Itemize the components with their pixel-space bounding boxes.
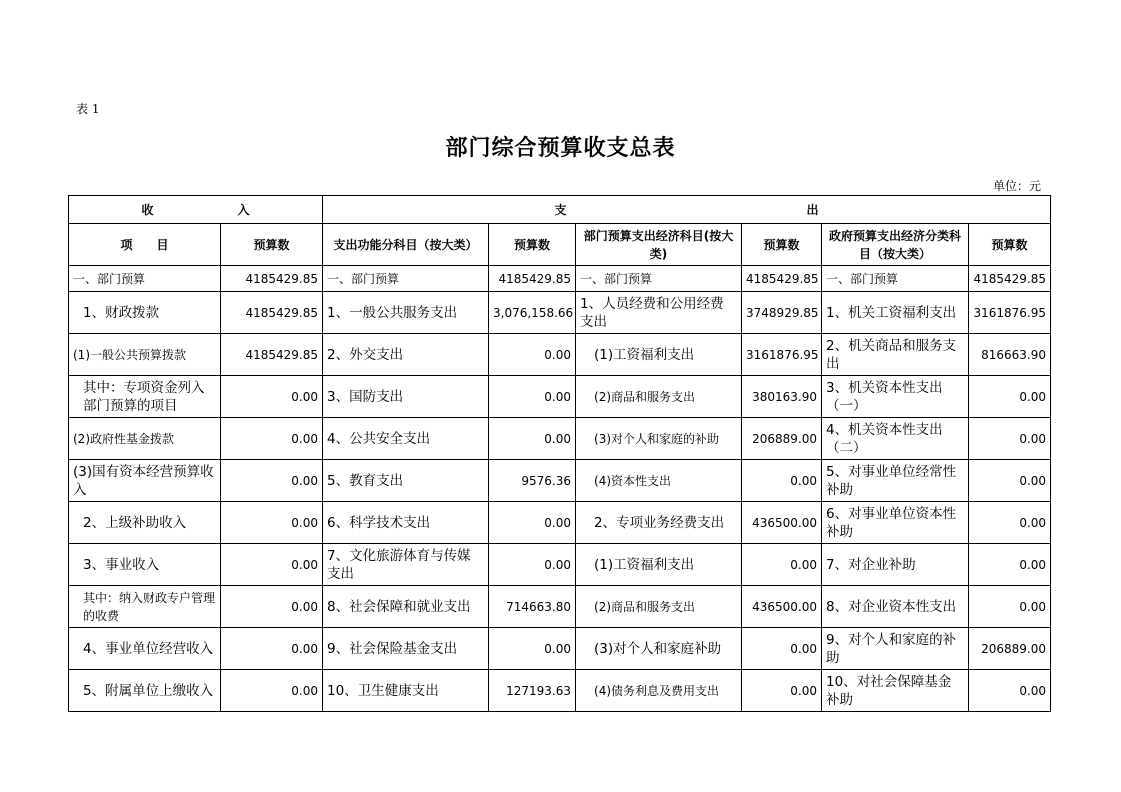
group-header-row — [69, 196, 1051, 224]
gov-economic-item: 7、对企业补助 — [822, 544, 969, 586]
function-item: 1、一般公共服务支出 — [323, 292, 489, 334]
income-amount: 4185429.85 — [221, 292, 323, 334]
function-amount: 9576.36 — [489, 460, 576, 502]
function-amount: 0.00 — [489, 544, 576, 586]
income-item: 2、上级补助收入 — [69, 502, 221, 544]
gov-economic-item: 10、对社会保障基金补助 — [822, 670, 969, 712]
dept-economic-item: (2)商品和服务支出 — [576, 586, 742, 628]
gov-economic-amount: 0.00 — [969, 460, 1051, 502]
col-header-budget: 预算数 — [742, 224, 822, 266]
col-header-budget: 预算数 — [221, 224, 323, 266]
income-amount: 0.00 — [221, 670, 323, 712]
income-item: 其中：纳入财政专户管理的收费 — [69, 586, 221, 628]
table-row — [69, 502, 1051, 544]
column-header-row — [69, 224, 1051, 266]
table-row — [69, 376, 1051, 418]
gov-economic-amount: 0.00 — [969, 670, 1051, 712]
gov-economic-item: 6、对事业单位资本性补助 — [822, 502, 969, 544]
income-amount: 0.00 — [221, 628, 323, 670]
gov-economic-amount: 0.00 — [969, 376, 1051, 418]
income-amount: 0.00 — [221, 586, 323, 628]
dept-economic-item: (2)商品和服务支出 — [576, 376, 742, 418]
gov-economic-amount: 816663.90 — [969, 334, 1051, 376]
income-item: 其中：专项资金列入部门预算的项目 — [69, 376, 221, 418]
dept-economic-item: (3)对个人和家庭补助 — [576, 628, 742, 670]
income-group-header: 收 入 — [69, 196, 323, 224]
income-item: (3)国有资本经营预算收入 — [69, 460, 221, 502]
gov-economic-item: 1、机关工资福利支出 — [822, 292, 969, 334]
col-header-dept-economic-category: 部门预算支出经济科目(按大类) — [576, 224, 742, 266]
dept-economic-amount: 3748929.85 — [742, 292, 822, 334]
function-item: 4、公共安全支出 — [323, 418, 489, 460]
dept-economic-amount: 0.00 — [742, 544, 822, 586]
function-item: 9、社会保险基金支出 — [323, 628, 489, 670]
income-amount: 0.00 — [221, 418, 323, 460]
table-row — [69, 292, 1051, 334]
function-amount: 3,076,158.66 — [489, 292, 576, 334]
income-item: 4、事业单位经营收入 — [69, 628, 221, 670]
gov-economic-item: 4、机关资本性支出（二） — [822, 418, 969, 460]
dept-economic-amount: 436500.00 — [742, 586, 822, 628]
dept-economic-amount: 436500.00 — [742, 502, 822, 544]
gov-economic-amount: 3161876.95 — [969, 292, 1051, 334]
function-amount: 714663.80 — [489, 586, 576, 628]
table-row — [69, 418, 1051, 460]
table-row — [69, 586, 1051, 628]
table-row — [69, 544, 1051, 586]
function-amount: 0.00 — [489, 418, 576, 460]
function-item: 8、社会保障和就业支出 — [323, 586, 489, 628]
dept-economic-amount: 3161876.95 — [742, 334, 822, 376]
table-row — [69, 334, 1051, 376]
gov-economic-amount: 206889.00 — [969, 628, 1051, 670]
table-label: 表 1 — [76, 102, 100, 116]
income-amount: 0.00 — [221, 502, 323, 544]
function-item: 3、国防支出 — [323, 376, 489, 418]
dept-economic-item: 一、部门预算 — [576, 266, 742, 292]
col-header-budget: 预算数 — [969, 224, 1051, 266]
function-amount: 0.00 — [489, 628, 576, 670]
gov-economic-item: 9、对个人和家庭的补助 — [822, 628, 969, 670]
function-item: 10、卫生健康支出 — [323, 670, 489, 712]
page-title: 部门综合预算收支总表 — [445, 135, 676, 161]
income-item: 一、部门预算 — [69, 266, 221, 292]
dept-economic-amount: 0.00 — [742, 460, 822, 502]
col-header-item: 项 目 — [69, 224, 221, 266]
dept-economic-item: (4)资本性支出 — [576, 460, 742, 502]
income-item: 5、附属单位上缴收入 — [69, 670, 221, 712]
income-item: (1)一般公共预算拨款 — [69, 334, 221, 376]
table-row — [69, 628, 1051, 670]
dept-economic-item: 2、专项业务经费支出 — [576, 502, 742, 544]
gov-economic-item: 5、对事业单位经常性补助 — [822, 460, 969, 502]
income-amount: 0.00 — [221, 544, 323, 586]
table-row — [69, 266, 1051, 292]
gov-economic-amount: 0.00 — [969, 502, 1051, 544]
income-item: 3、事业收入 — [69, 544, 221, 586]
income-amount: 4185429.85 — [221, 334, 323, 376]
dept-economic-item: 1、人员经费和公用经费支出 — [576, 292, 742, 334]
function-item: 7、文化旅游体育与传媒支出 — [323, 544, 489, 586]
dept-economic-item: (3)对个人和家庭的补助 — [576, 418, 742, 460]
col-header-budget: 预算数 — [489, 224, 576, 266]
dept-economic-amount: 4185429.85 — [742, 266, 822, 292]
gov-economic-amount: 0.00 — [969, 544, 1051, 586]
income-amount: 0.00 — [221, 376, 323, 418]
function-item: 2、外交支出 — [323, 334, 489, 376]
unit-label: 单位：元 — [992, 179, 1041, 193]
function-amount: 0.00 — [489, 376, 576, 418]
expense-group-header: 支 出 — [323, 196, 1051, 224]
table-row — [69, 460, 1051, 502]
function-amount: 127193.63 — [489, 670, 576, 712]
col-header-gov-economic-category: 政府预算支出经济分类科目（按大类） — [822, 224, 969, 266]
col-header-function-category: 支出功能分科目（按大类） — [323, 224, 489, 266]
gov-economic-item: 一、部门预算 — [822, 266, 969, 292]
income-item: 1、财政拨款 — [69, 292, 221, 334]
dept-economic-item: (4)债务利息及费用支出 — [576, 670, 742, 712]
gov-economic-item: 3、机关资本性支出（一） — [822, 376, 969, 418]
dept-economic-amount: 206889.00 — [742, 418, 822, 460]
gov-economic-amount: 0.00 — [969, 586, 1051, 628]
function-amount: 4185429.85 — [489, 266, 576, 292]
dept-economic-amount: 380163.90 — [742, 376, 822, 418]
function-item: 一、部门预算 — [323, 266, 489, 292]
dept-economic-amount: 0.00 — [742, 628, 822, 670]
function-amount: 0.00 — [489, 334, 576, 376]
gov-economic-item: 8、对企业资本性支出 — [822, 586, 969, 628]
dept-economic-amount: 0.00 — [742, 670, 822, 712]
gov-economic-item: 2、机关商品和服务支出 — [822, 334, 969, 376]
income-item: (2)政府性基金拨款 — [69, 418, 221, 460]
budget-table — [68, 195, 1051, 712]
income-amount: 0.00 — [221, 460, 323, 502]
income-amount: 4185429.85 — [221, 266, 323, 292]
function-item: 6、科学技术支出 — [323, 502, 489, 544]
function-amount: 0.00 — [489, 502, 576, 544]
table-row — [69, 670, 1051, 712]
dept-economic-item: (1)工资福利支出 — [576, 544, 742, 586]
gov-economic-amount: 0.00 — [969, 418, 1051, 460]
function-item: 5、教育支出 — [323, 460, 489, 502]
gov-economic-amount: 4185429.85 — [969, 266, 1051, 292]
dept-economic-item: (1)工资福利支出 — [576, 334, 742, 376]
